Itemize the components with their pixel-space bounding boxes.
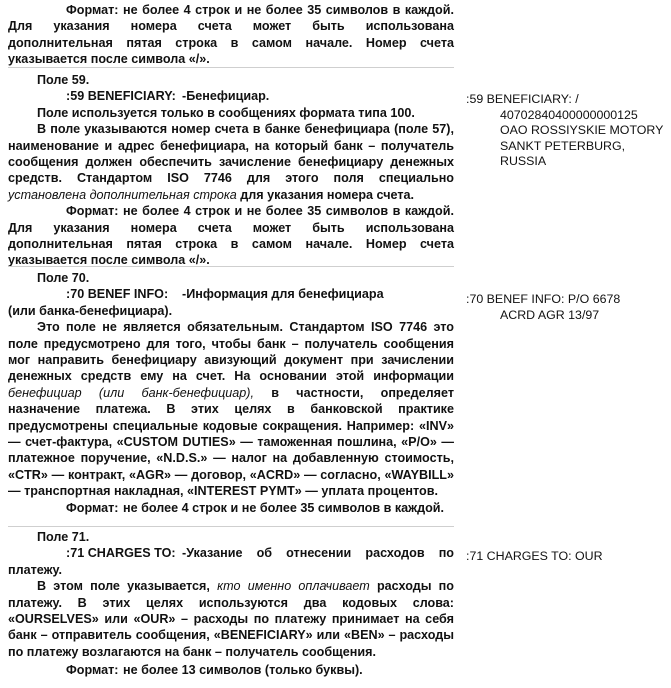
field-70-title: Поле 70.: [37, 271, 90, 285]
field-59-p2-italic: установлена дополнительная строка: [8, 187, 237, 202]
field-71-tag-desc: -Указание об отнесении расходов по платежу.: [8, 546, 454, 577]
field-71-p1: В этом поле указывается, кто именно оплачивает расходы по платежу. В этих целях используются два кодовых слова: «OURSELVES» или «OUR» – расходы по платежу принимает на себя банк – отправитель сообщения, «BENEFICIARY» или «BEN» – расходы по платежу возлагаются на банк – получатель сообщения.: [8, 579, 454, 659]
field-71-example: [466, 549, 666, 565]
field-59-tag-desc: -Бенефициар.: [182, 89, 270, 104]
example-line: ACRD AGR 13/97: [500, 307, 600, 322]
field-70-tag-line: [8, 286, 454, 302]
format-label: Формат:: [66, 204, 119, 219]
format-label: Формат:: [66, 663, 119, 678]
field-70-tag: :70 BENEF INFO:: [66, 287, 169, 302]
field-70-format: [8, 500, 454, 516]
example-line: 40702840400000000125: [500, 107, 638, 122]
field-71-title: Поле 71.: [37, 530, 90, 544]
field-71-tag: :71 CHARGES TO:: [66, 546, 176, 561]
format-text: не более 13 символов (только буквы).: [123, 663, 363, 678]
field-59-example: [466, 92, 666, 170]
field-59-title: Поле 59.: [37, 73, 90, 87]
example-line: OAO ROSSIYSKIE MOTORY: [500, 123, 664, 138]
field-59-text: [8, 72, 454, 269]
format-label: Формат:: [66, 3, 119, 17]
example-line: :71 CHARGES TO: OUR: [466, 549, 603, 563]
format-text: не более 4 строк и не более 35 символов в каждой. Для указания номера счета может быть использована дополнительная пятая строка в самом начале. Номер счета указывается после символа «/».: [8, 204, 454, 268]
example-line: RUSSIA: [500, 154, 547, 169]
field-71-tag-line: [8, 545, 454, 578]
example-line: :59 BENEFICIARY: /: [466, 92, 579, 106]
divider: [8, 67, 454, 68]
field-70-p1: Это поле не является обязательным. Стандартом ISO 7746 это поле предусмотрено для того, чтобы банк – получатель сообщения мог направить бенефициару авизующий документ при зачислении денежных средств ему на счет. На основании этой информации бенефициар (или банк-бенефициар), в частности, определяет назначение платежа. В этих целях в банковской практике предусмотрены специальные кодовые сокращения. Например: «INV» — счет-фактура, «CUSTOM DUTIES» — таможенная пошлина, «P/O» — платежное поручение, «N.D.S.» — налог на добавленную стоимость, «CTR» — контракт, «AGR» — договор, «ACRD» — согласно, «WAYBILL» — транспортная накладная, «INTEREST PYMT» — уплата процентов.: [8, 320, 454, 499]
field-70-tag-desc2: (или банка-бенефициара).: [8, 303, 173, 318]
field-70-text: [8, 270, 454, 516]
field-71-p1-italic: кто именно оплачивает: [217, 579, 370, 594]
example-line: :70 BENEF INFO: P/O 6678: [466, 292, 621, 306]
divider: [8, 526, 454, 527]
field-59-format: [8, 203, 454, 269]
field-71-text: [8, 529, 454, 679]
field-70-p1-italic: бенефициар (или банк-бенефициар),: [8, 385, 254, 400]
format-text: не более 4 строк и не более 35 символов в каждой. Для указания номера счета может быть использована дополнительная пятая строка в самом начале. Номер счета указывается после символа «/».: [8, 3, 454, 67]
field-70-tag-desc: -Информация для бенефициара: [182, 287, 384, 302]
field-59-p2: В поле указываются номер счета в банке бенефициара (поле 57), наименование и адрес бенефициара, на который банк – получатель сообщения должен обеспечить зачисление бенефициару денежных средств. Стандартом ISO 7746 для этого поля специально установлена дополнительная строка для указания номера счета.: [8, 122, 454, 202]
divider: [8, 266, 454, 267]
format-label: Формат:: [66, 500, 119, 515]
format-text: не более 4 строк и не более 35 символов в каждой.: [123, 500, 445, 515]
example-line: SANKT PETERBURG,: [500, 138, 626, 153]
top-format-paragraph: [8, 2, 454, 68]
field-70-example: [466, 292, 666, 323]
field-59-tag-line: [8, 88, 454, 104]
field-59-tag: :59 BENEFICIARY:: [66, 89, 176, 104]
field-71-format: [8, 662, 454, 678]
field-59-p1: Поле используется только в сообщениях формата типа 100.: [37, 105, 415, 120]
